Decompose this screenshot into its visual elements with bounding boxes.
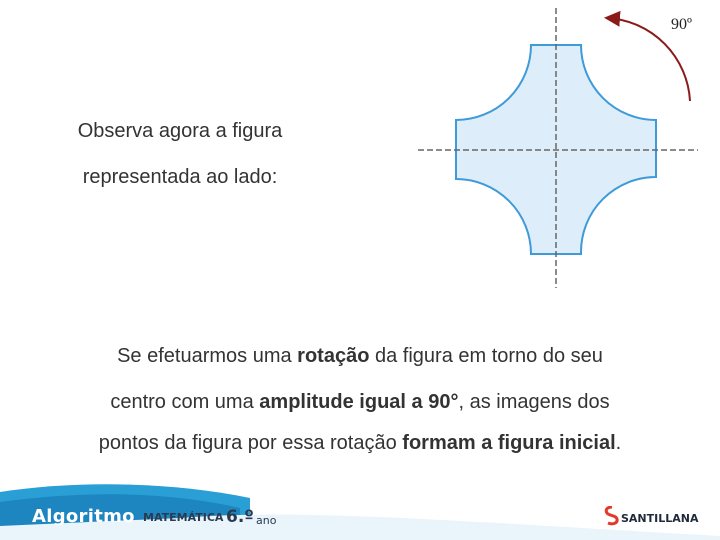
intro-line-2: representada ao lado: (82, 166, 278, 188)
paragraph-line-1: Se efetuarmos uma rotação da figura em torno do seu (117, 345, 603, 367)
brand-logo: Algoritmo (32, 506, 135, 527)
angle-label: 90º (671, 16, 692, 33)
paragraph-line-2: centro com uma amplitude igual a 90°, as imagens dos (110, 391, 610, 413)
paragraph-line-3: pontos da figura por essa rotação formam a figura inicial. (98, 432, 622, 454)
grade-suffix: ano (256, 514, 277, 527)
intro-line-1: Observa agora a figura (77, 120, 283, 142)
publisher-name: SANTILLANA (621, 512, 699, 525)
subject-label: MATEMÁTICA (143, 511, 224, 524)
publisher-logo-icon (603, 506, 621, 526)
grade-label: 6.º (226, 507, 254, 527)
